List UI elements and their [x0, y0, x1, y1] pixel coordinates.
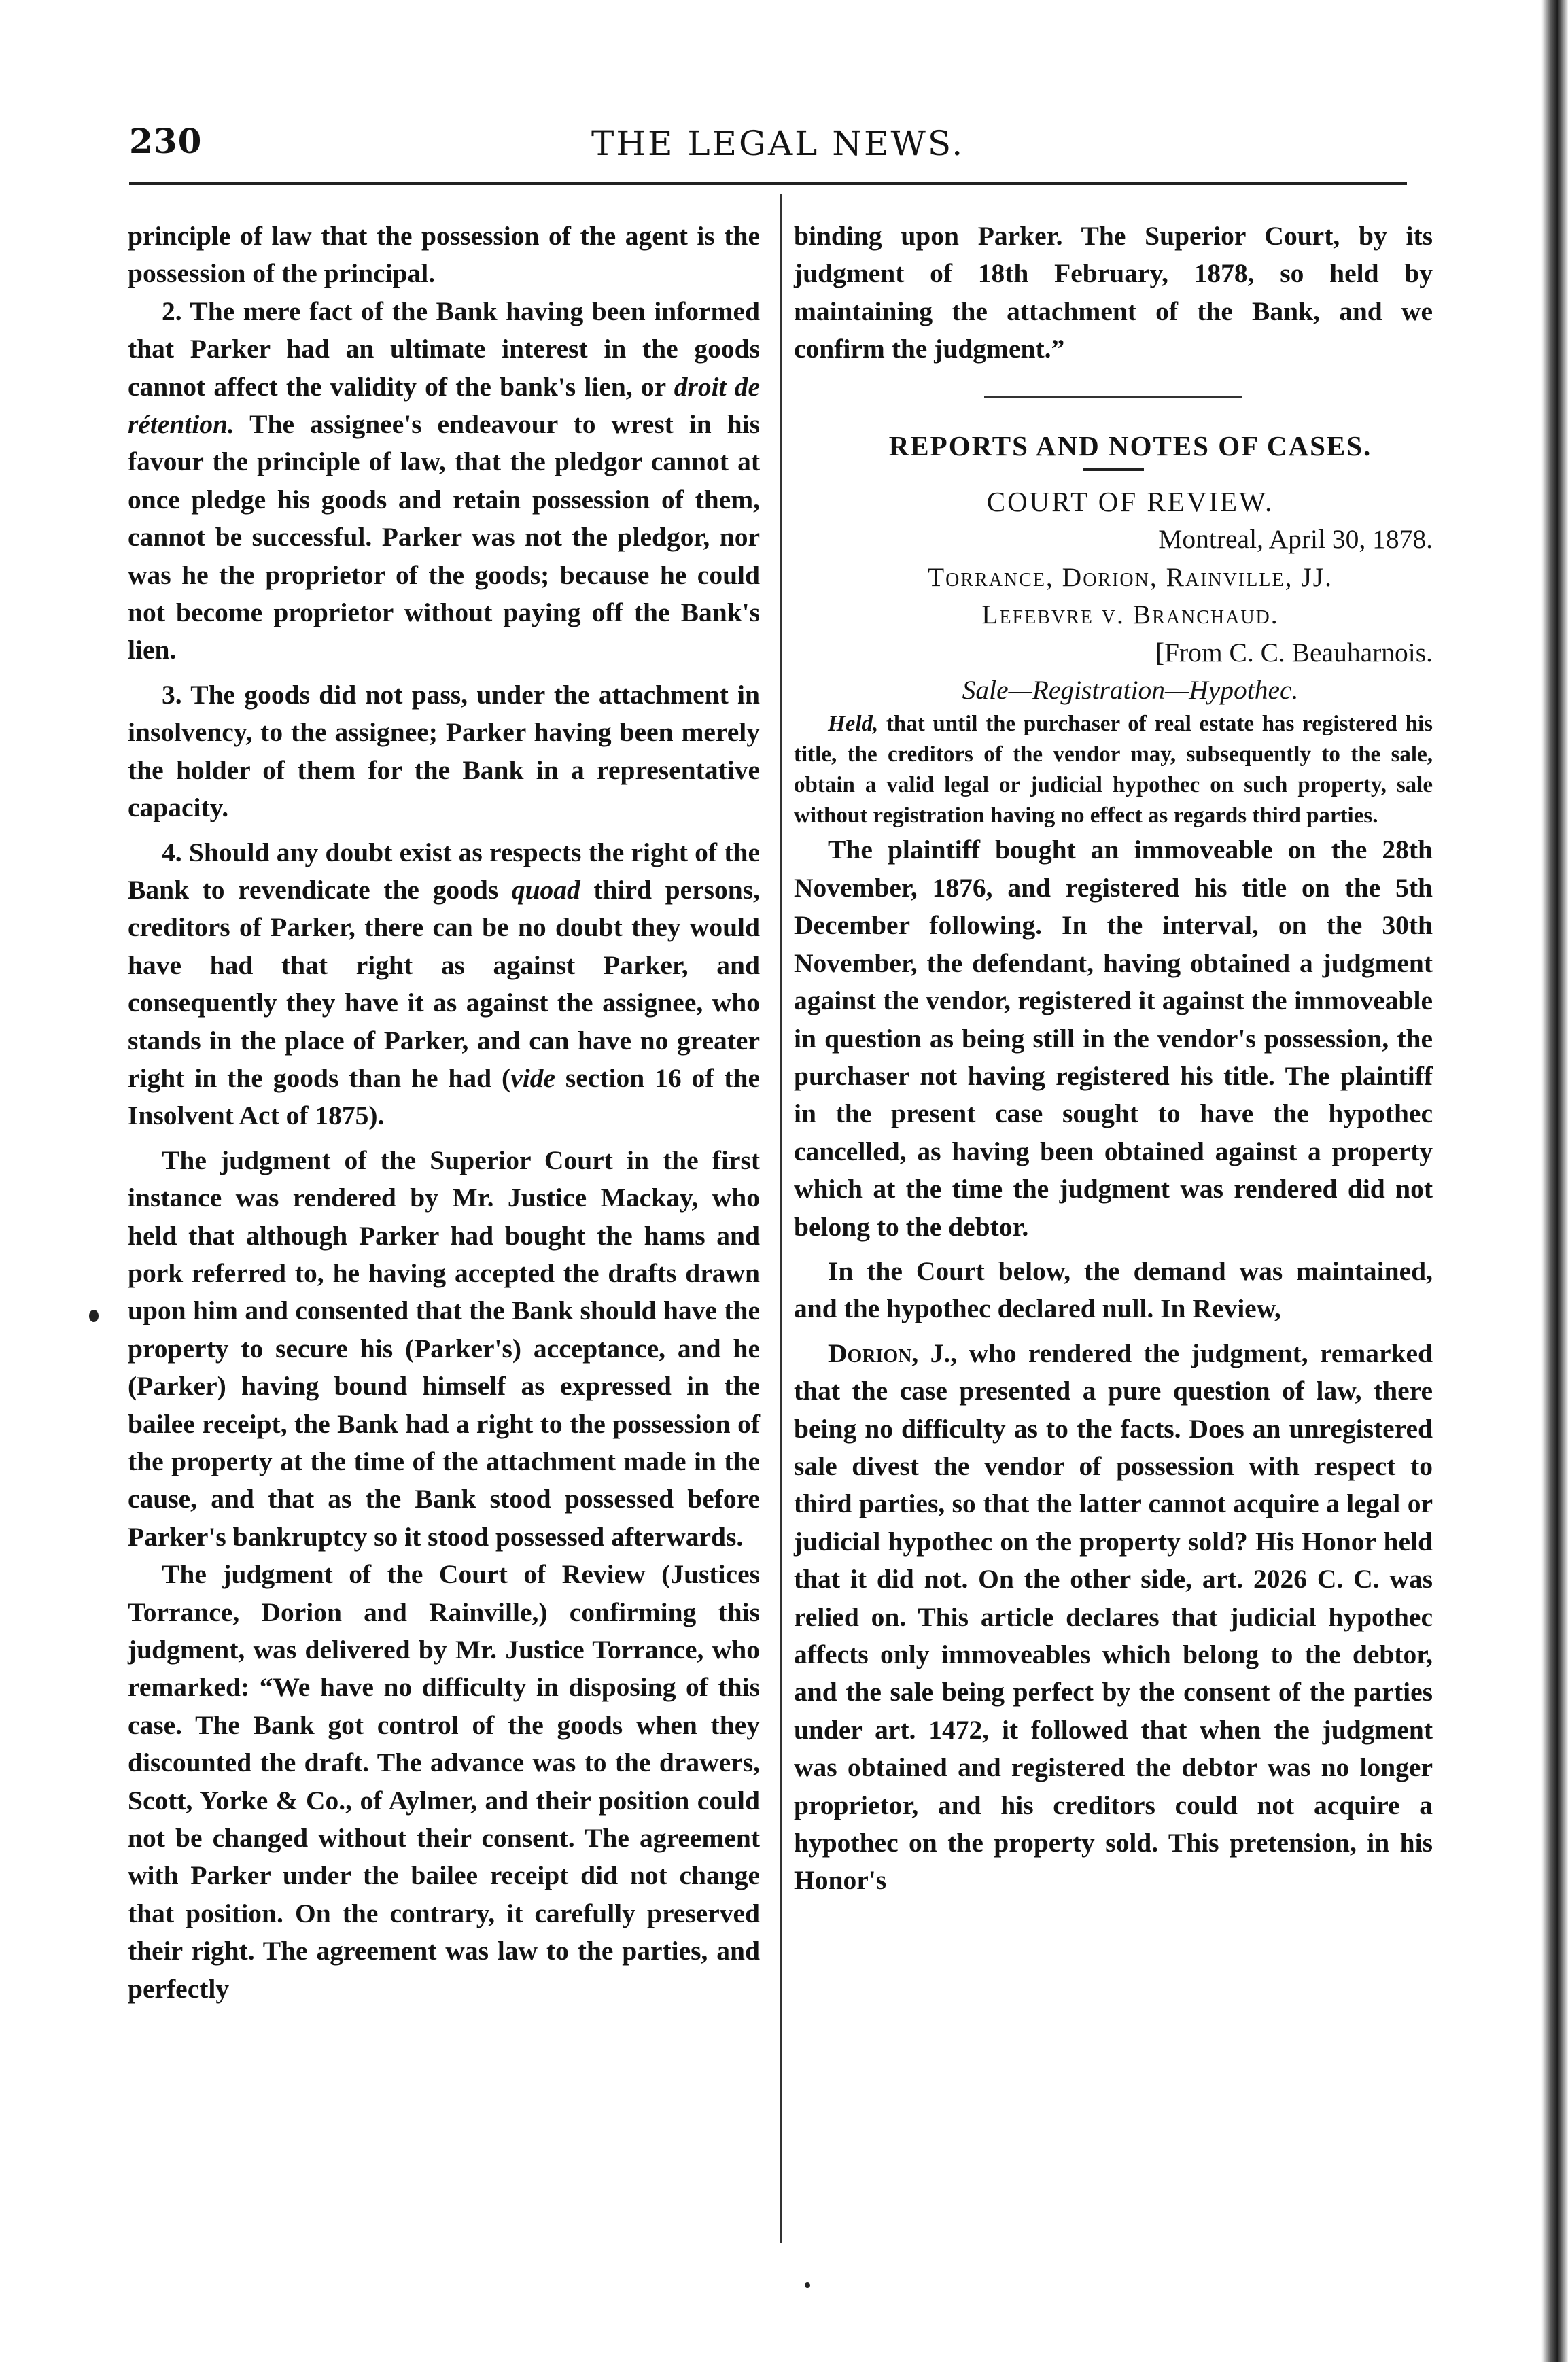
paragraph: binding upon Parker. The Superior Court, by its judgment of 18th February, 1878, so held by maintaining the attachment of the Bank, and we confirm the judgment.” [794, 221, 1433, 364]
running-head: THE LEGAL NEWS. [591, 124, 965, 163]
page-edge-shadow [1541, 0, 1568, 2362]
ink-blot [89, 1310, 99, 1322]
section-title: REPORTS AND NOTES OF CASES. [888, 430, 1372, 462]
paragraph: The plaintiff bought an immoveable on the 28th November, 1876, and registered his title on the 5th December following. In the interval, on the 30th November, the defendant, having obtained a judgment against the vendor, registered it against the immoveable in question as being still in the vendor's possession, the purchaser not having registered his title. The plaintiff in the present case sought to have the hypothec cancelled, as having been obtained against a property which at the time the judgment was rendered did not belong to the debtor. [794, 835, 1433, 1242]
paragraph: principle of law that the possession of the agent is the possession of the principal. [128, 221, 760, 289]
case-origin: [From C. C. Beauharnois. [1155, 637, 1433, 667]
right-column [794, 218, 1433, 1900]
ink-speck [805, 2282, 810, 2288]
paragraph: The judgment of the Superior Court in the first instance was rendered by Mr. Justice Mackay, who held that although Parker had bought the hams and pork referred to, he having accepted the drafts drawn upon him and consented that the Bank should have the property to secure his (Parker's) acceptance, and he (Parker) having bound himself as expressed in the bailee receipt, the Bank had a right to the possession of the property at the time of the attachment made in the cause, and that as the Bank stood possessed before Parker's bankruptcy so it stood possessed afterwards. [128, 1145, 760, 1552]
header-rule [129, 182, 1407, 185]
title-rule [1083, 468, 1144, 471]
paragraph: In the Court below, the demand was maintained, and the hypothec declared null. In Review, [794, 1255, 1433, 1324]
place-date: Montreal, April 30, 1878. [1158, 524, 1433, 555]
left-column [128, 218, 760, 2008]
paragraph: Dorion, J., who rendered the judgment, remarked that the case presented a pure question of law, there being no difficulty as to the facts. Does an unregistered sale divest the vendor of possession with respect to third parties, so that the latter cannot acquire a legal or judicial hypothec on the property sold? His Honor held that it did not. On the other side, art. 2026 C. C. was relied on. This article declares that judicial hypothec affects only immoveables which belong to the debtor, and the sale being perfect by the consent of the parties under art. 1472, it followed that when the judgment was obtained and registered the debtor was no longer proprietor, and his creditors could not acquire a hypothec on the property sold. This pretension, in his Honor's [794, 1338, 1433, 1896]
paragraph: 4. Should any doubt exist as respects the right of the Bank to revendicate the goods quoad third persons, creditors of Parker, there can be no doubt they would have had that right as against Parker, and consequently they have it as against the assignee, who stands in the place of Parker, and can have no greater right in the goods than he had (vide section 16 of the Insolvent Act of 1875). [128, 837, 761, 1131]
paragraph: 3. The goods did not pass, under the attachment in insolvency, to the assignee; Parker having been merely the holder of them for the Bank in a representative capacity. [128, 679, 760, 823]
judges-line: Torrance, Dorion, Rainville, JJ. [928, 561, 1333, 592]
section-separator [984, 396, 1242, 398]
headnote: Held, that until the purchaser of real estate has registered his title, the creditors of the vendor may, subsequently to the sale, obtain a valid legal or judicial hypothec on such property, sale without registration having no effect as regards third parties. [794, 712, 1433, 829]
court-heading: COURT OF REVIEW. [986, 486, 1274, 518]
case-subject: Sale—Registration—Hypothec. [962, 675, 1299, 706]
paragraph: 2. The mere fact of the Bank having been informed that Parker had an ultimate interest in the goods cannot affect the validity of the bank's lien, or droit de rétention. The assignee's endeavour to wrest in his favour the principle of law, that the pledgor cannot at once pledge his goods and retain possession of them, cannot be successful. Parker was not the pledgor, nor was he the proprietor of the goods; because he could not become proprietor without paying off the Bank's lien. [128, 296, 761, 665]
case-parties: Lefebvre v. Branchaud. [981, 600, 1279, 630]
column-divider [780, 194, 782, 2243]
page-number: 230 [129, 121, 203, 161]
paragraph: The judgment of the Court of Review (Justices Torrance, Dorion and Rainville,) confirming this judgment, was delivered by Mr. Justice Torrance, who remarked: “We have no difficulty in disposing of this case. The Bank got control of the goods when they discounted the draft. The advance was to the drawers, Scott, Yorke & Co., of Aylmer, and their position could not be changed without their consent. The agreement with Parker under the bailee receipt did not change that position. On the contrary, it carefully preserved their right. The agreement was law to the parties, and perfectly [128, 1559, 760, 2004]
